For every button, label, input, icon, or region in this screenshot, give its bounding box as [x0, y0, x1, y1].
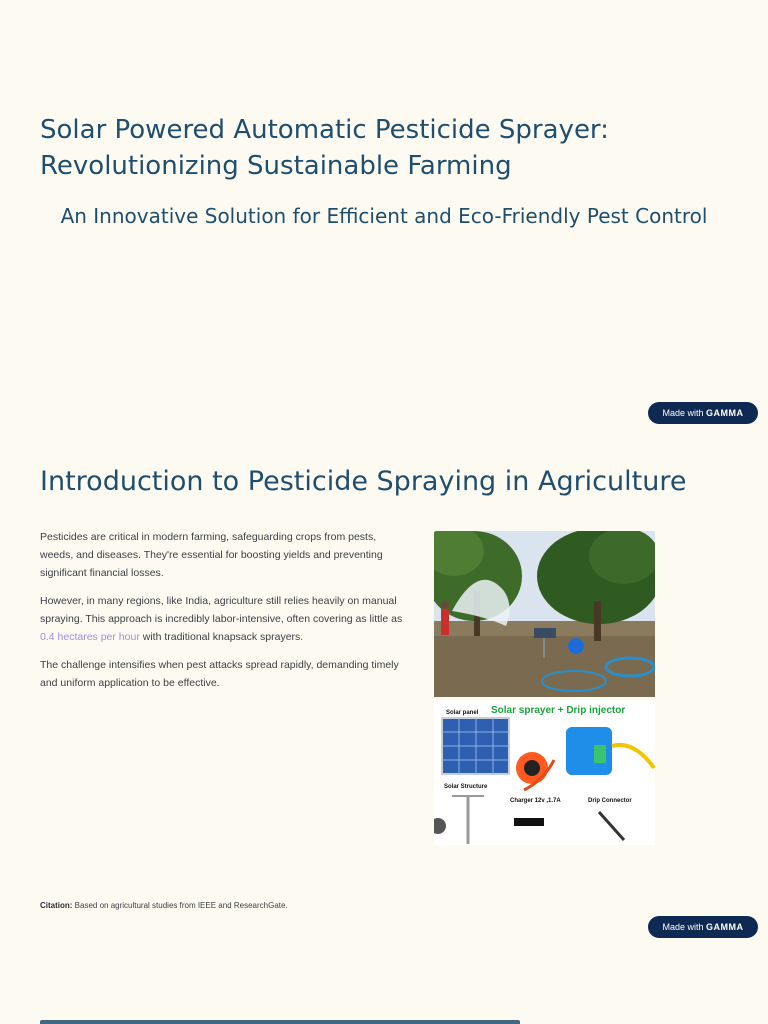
slide2-body — [40, 528, 410, 702]
made-with-gamma-badge-2[interactable] — [648, 916, 758, 938]
citation-text: Based on agricultural studies from IEEE and ResearchGate. — [72, 901, 288, 910]
paragraph-1: Pesticides are critical in modern farming, safeguarding crops from pests, weeds, and diseases. They're essential for boosting yields and preventing significant financial losses. — [40, 531, 383, 579]
paragraph-2-end: with traditional knapsack sprayers. — [139, 631, 304, 643]
paragraph-2-start: However, in many regions, like India, agriculture still relies heavily on manual spraying. This approach is incredibly labor-intensive, often covering as little as — [40, 595, 403, 625]
hectares-highlight: 0.4 hectares per hour — [40, 631, 140, 643]
kit-label-solar-structure: Solar Structure — [444, 784, 488, 790]
slide1-title — [40, 112, 720, 184]
paragraph-3: The challenge intensifies when pest attacks spread rapidly, demanding timely and uniform application to be effective. — [40, 659, 399, 689]
slide2-title: Introduction to Pesticide Spraying in Agriculture — [40, 466, 687, 497]
badge-prefix: Made with — [662, 408, 704, 418]
kit-label-drip-connector: Drip Connector — [588, 798, 632, 804]
badge-brand: GAMMA — [706, 408, 744, 418]
slide1-title-line1: Solar Powered Automatic Pesticide Sprayer: — [40, 115, 609, 145]
slide1-subtitle: An Innovative Solution for Efficient and Eco-Friendly Pest Control — [60, 204, 708, 228]
sprayer-kit-image — [434, 700, 655, 845]
field-photo-illustration — [434, 531, 655, 697]
kit-label-charger: Charger 12v ,1.7A — [510, 798, 561, 804]
citation-label: Citation: — [40, 901, 73, 910]
kit-label-solar-panel: Solar panel — [446, 710, 479, 716]
paragraph-2 — [40, 592, 410, 646]
badge-brand-2: GAMMA — [706, 922, 744, 932]
made-with-gamma-badge[interactable] — [648, 402, 758, 424]
field-sprayer-photo — [434, 531, 655, 697]
slide1-title-line2: Revolutionizing Sustainable Farming — [40, 151, 512, 181]
badge-prefix-2: Made with — [662, 922, 704, 932]
citation — [40, 900, 540, 912]
kit-illustration — [434, 700, 655, 845]
next-slide-title-cut-off — [40, 1012, 540, 1024]
kit-heading: Solar sprayer + Drip injector — [491, 705, 626, 716]
